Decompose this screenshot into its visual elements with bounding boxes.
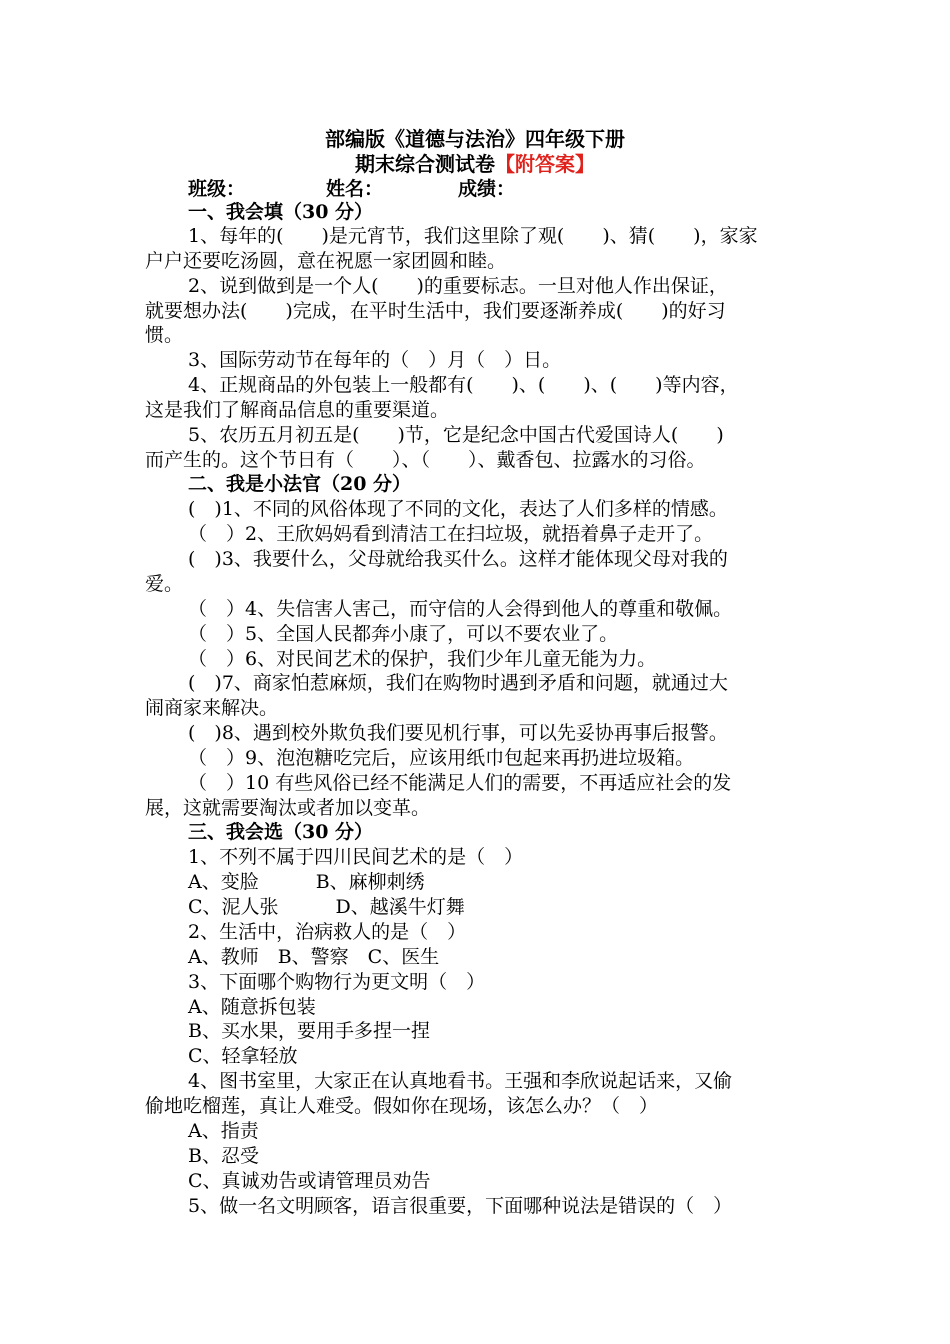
section2-heading: 二、我是小法官（20 分） — [188, 473, 412, 495]
fill-q1-line1: 1、每年的( )是元宵节，我们这里除了观( )、猜( )，家家 — [188, 225, 758, 247]
subtitle-main: 期末综合测试卷 — [355, 152, 495, 176]
fill-q2-line1: 2、说到做到是一个人( )的重要标志。一旦对他人作出保证， — [188, 275, 728, 297]
student-info-row — [188, 177, 815, 202]
fill-q1-line2: 户户还要吃汤圆，意在祝愿一家团圆和睦。 — [145, 250, 507, 272]
choice-q4-line2: 偷地吃榴莲，真让人难受。假如你在现场，该怎么办？（ ） — [145, 1095, 659, 1117]
choice-q3: 3、下面哪个购物行为更文明（ ） — [188, 971, 486, 993]
choice-q4-option-a: A、指责 — [188, 1120, 259, 1142]
judge-q2: （ ）2、王欣妈妈看到清洁工在扫垃圾，就捂着鼻子走开了。 — [188, 523, 714, 545]
choice-q2-options: A、教师 B、警察 C、医生 — [188, 946, 440, 968]
class-label: 班级： — [188, 178, 246, 200]
section1-heading: 一、我会填（30 分） — [188, 201, 374, 223]
choice-q4-line1: 4、图书室里，大家正在认真地看书。王强和李欣说起话来，又偷 — [188, 1070, 733, 1092]
choice-q4-option-c: C、真诚劝告或请管理员劝告 — [188, 1170, 431, 1192]
judge-q9: （ ）9、泡泡糖吃完后，应该用纸巾包起来再扔进垃圾箱。 — [188, 747, 695, 769]
judge-q4: （ ）4、失信害人害己，而守信的人会得到他人的尊重和敬佩。 — [188, 598, 733, 620]
fill-q4-line1: 4、正规商品的外包装上一般都有( )、( )、( )等内容， — [188, 374, 739, 396]
answer-key-badge: 【附答案】 — [495, 152, 595, 176]
choice-q2: 2、生活中，治病救人的是（ ） — [188, 921, 467, 943]
choice-q3-option-b: B、买水果，要用手多捏一捏 — [188, 1020, 430, 1042]
section3-heading: 三、我会选（30 分） — [188, 821, 374, 843]
fill-q5-line2: 而产生的。这个节日有（ ）、（ ）、戴香包、拉露水的习俗。 — [145, 449, 706, 471]
name-label: 姓名： — [326, 178, 384, 200]
page-title: 部编版《道德与法治》四年级下册 — [325, 127, 625, 151]
judge-q10-line2: 展，这就需要淘汰或者加以变革。 — [145, 797, 431, 819]
choice-q1-options-cd: C、泥人张 D、越溪牛灯舞 — [188, 896, 465, 918]
judge-q7-line1: ( )7、商家怕惹麻烦，我们在购物时遇到矛盾和问题，就通过大 — [188, 672, 728, 694]
score-label: 成绩： — [458, 178, 516, 200]
judge-q6: （ ）6、对民间艺术的保护，我们少年儿童无能为力。 — [188, 648, 657, 670]
choice-q5: 5、做一名文明顾客，语言很重要，下面哪种说法是错误的（ ） — [188, 1195, 733, 1217]
judge-q10-line1: （ ）10 有些风俗已经不能满足人们的需要，不再适应社会的发 — [188, 772, 732, 794]
choice-q1: 1、不列不属于四川民间艺术的是（ ） — [188, 846, 524, 868]
page-subtitle — [0, 151, 950, 177]
fill-q3: 3、国际劳动节在每年的（ ）月（ ）日。 — [188, 349, 562, 371]
judge-q3-line1: ( )3、我要什么，父母就给我买什么。这样才能体现父母对我的 — [188, 548, 728, 570]
choice-q3-option-c: C、轻拿轻放 — [188, 1045, 298, 1067]
fill-q5-line1: 5、农历五月初五是( )节，它是纪念中国古代爱国诗人( ) — [188, 424, 724, 446]
fill-q4-line2: 这是我们了解商品信息的重要渠道。 — [145, 399, 450, 421]
choice-q4-option-b: B、忍受 — [188, 1145, 259, 1167]
judge-q5: （ ）5、全国人民都奔小康了，可以不要农业了。 — [188, 623, 619, 645]
fill-q2-line2: 就要想办法( )完成，在平时生活中，我们要逐渐养成( )的好习 — [145, 300, 726, 322]
judge-q3-line2: 爱。 — [145, 573, 184, 595]
choice-q3-option-a: A、随意拆包装 — [188, 996, 316, 1018]
judge-q8: ( )8、遇到校外欺负我们要见机行事，可以先妥协再事后报警。 — [188, 722, 728, 744]
choice-q1-options-ab: A、变脸 B、麻柳刺绣 — [188, 871, 425, 893]
judge-q7-line2: 闹商家来解决。 — [145, 697, 279, 719]
judge-q1: ( )1、不同的风俗体现了不同的文化，表达了人们多样的情感。 — [188, 498, 728, 520]
fill-q2-line3: 惯。 — [145, 324, 184, 346]
